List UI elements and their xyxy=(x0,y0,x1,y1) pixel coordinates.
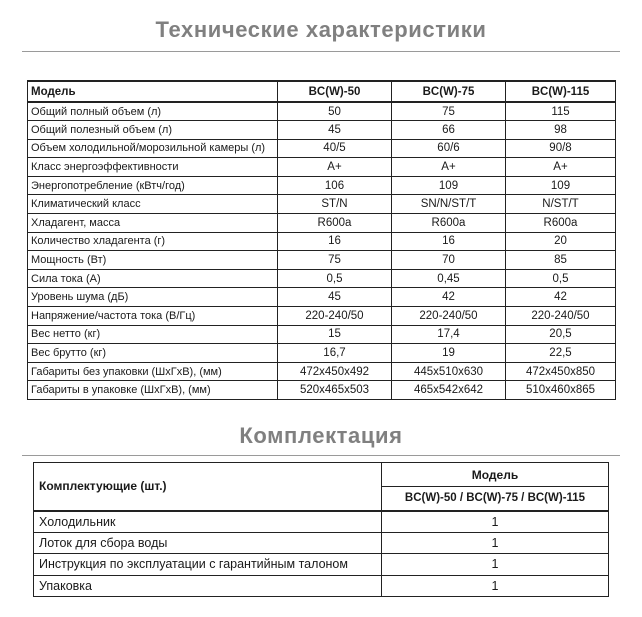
kit-item-label: Упаковка xyxy=(34,575,382,597)
spec-value-bcw-115: 90/8 xyxy=(506,139,616,158)
spec-value-bcw-115: 85 xyxy=(506,251,616,270)
model-header-bcw-75: BC(W)-75 xyxy=(392,81,506,102)
kit-row xyxy=(34,575,609,597)
spec-value-bcw-115: 472x450x850 xyxy=(506,362,616,381)
kit-title: Комплектация xyxy=(239,423,403,448)
spec-value-bcw-115: A+ xyxy=(506,158,616,177)
spec-value-bcw-75: 66 xyxy=(392,121,506,140)
spec-label: Габариты в упаковке (ШхГхВ), (мм) xyxy=(28,381,278,400)
kit-title-rule xyxy=(22,455,620,456)
spec-row xyxy=(28,307,616,326)
spec-value-bcw-75: 0,45 xyxy=(392,269,506,288)
spec-row xyxy=(28,325,616,344)
kit-header-row xyxy=(34,463,609,487)
spec-value-bcw-50: 16 xyxy=(278,232,392,251)
spec-value-bcw-75: 42 xyxy=(392,288,506,307)
spec-value-bcw-50: 472x450x492 xyxy=(278,362,392,381)
specs-header-row xyxy=(28,81,616,102)
kit-table xyxy=(33,462,609,597)
spec-row xyxy=(28,195,616,214)
spec-row xyxy=(28,102,616,121)
spec-value-bcw-115: 510x460x865 xyxy=(506,381,616,400)
specs-table xyxy=(27,80,616,400)
kit-item-qty: 1 xyxy=(382,575,609,597)
spec-value-bcw-50: 45 xyxy=(278,121,392,140)
kit-item-label: Лоток для сбора воды xyxy=(34,532,382,554)
spec-value-bcw-75: 220-240/50 xyxy=(392,307,506,326)
spec-value-bcw-115: 109 xyxy=(506,176,616,195)
spec-row xyxy=(28,269,616,288)
spec-value-bcw-75: A+ xyxy=(392,158,506,177)
model-header-bcw-115: BC(W)-115 xyxy=(506,81,616,102)
spec-row xyxy=(28,176,616,195)
spec-row xyxy=(28,288,616,307)
spec-row xyxy=(28,251,616,270)
spec-value-bcw-50: 40/5 xyxy=(278,139,392,158)
model-header-bcw-50: BC(W)-50 xyxy=(278,81,392,102)
kit-item-qty: 1 xyxy=(382,554,609,576)
spec-row xyxy=(28,362,616,381)
spec-value-bcw-115: 220-240/50 xyxy=(506,307,616,326)
spec-value-bcw-50: 16,7 xyxy=(278,344,392,363)
spec-value-bcw-115: 20 xyxy=(506,232,616,251)
kit-header-label: Комплектующие (шт.) xyxy=(34,463,382,511)
spec-value-bcw-115: 115 xyxy=(506,102,616,121)
spec-value-bcw-75: 465x542x642 xyxy=(392,381,506,400)
kit-item-label: Инструкция по эксплуатации с гарантийным талоном xyxy=(34,554,382,576)
model-header-label: Модель xyxy=(28,81,278,102)
specs-title-rule xyxy=(22,51,620,52)
spec-label: Общий полезный объем (л) xyxy=(28,121,278,140)
spec-row xyxy=(28,381,616,400)
spec-value-bcw-75: 17,4 xyxy=(392,325,506,344)
spec-value-bcw-75: 60/6 xyxy=(392,139,506,158)
spec-value-bcw-75: 70 xyxy=(392,251,506,270)
spec-value-bcw-50: 106 xyxy=(278,176,392,195)
spec-row xyxy=(28,214,616,233)
spec-value-bcw-50: ST/N xyxy=(278,195,392,214)
spec-value-bcw-50: R600a xyxy=(278,214,392,233)
spec-value-bcw-75: 445x510x630 xyxy=(392,362,506,381)
spec-label: Класс энергоэффективности xyxy=(28,158,278,177)
spec-label: Общий полный объем (л) xyxy=(28,102,278,121)
spec-value-bcw-50: 45 xyxy=(278,288,392,307)
spec-value-bcw-50: 75 xyxy=(278,251,392,270)
spec-label: Энергопотребление (кВтч/год) xyxy=(28,176,278,195)
spec-value-bcw-75: 16 xyxy=(392,232,506,251)
spec-label: Объем холодильной/морозильной камеры (л) xyxy=(28,139,278,158)
spec-label: Сила тока (А) xyxy=(28,269,278,288)
kit-item-label: Холодильник xyxy=(34,511,382,533)
kit-row xyxy=(34,554,609,576)
spec-value-bcw-50: 220-240/50 xyxy=(278,307,392,326)
spec-value-bcw-50: A+ xyxy=(278,158,392,177)
spec-value-bcw-50: 0,5 xyxy=(278,269,392,288)
kit-item-qty: 1 xyxy=(382,532,609,554)
spec-row xyxy=(28,232,616,251)
spec-label: Напряжение/частота тока (В/Гц) xyxy=(28,307,278,326)
kit-row xyxy=(34,511,609,533)
spec-value-bcw-75: 109 xyxy=(392,176,506,195)
spec-label: Вес брутто (кг) xyxy=(28,344,278,363)
spec-value-bcw-115: 20,5 xyxy=(506,325,616,344)
kit-item-qty: 1 xyxy=(382,511,609,533)
spec-value-bcw-50: 15 xyxy=(278,325,392,344)
spec-label: Уровень шума (дБ) xyxy=(28,288,278,307)
kit-row xyxy=(34,532,609,554)
spec-label: Климатический класс xyxy=(28,195,278,214)
spec-row xyxy=(28,344,616,363)
spec-value-bcw-50: 50 xyxy=(278,102,392,121)
spec-label: Количество хладагента (г) xyxy=(28,232,278,251)
spec-value-bcw-75: R600a xyxy=(392,214,506,233)
spec-value-bcw-75: SN/N/ST/T xyxy=(392,195,506,214)
specs-title: Технические характеристики xyxy=(155,17,487,42)
spec-label: Габариты без упаковки (ШхГхВ), (мм) xyxy=(28,362,278,381)
spec-value-bcw-75: 75 xyxy=(392,102,506,121)
spec-label: Вес нетто (кг) xyxy=(28,325,278,344)
spec-row xyxy=(28,158,616,177)
spec-value-bcw-115: R600a xyxy=(506,214,616,233)
spec-value-bcw-115: 22,5 xyxy=(506,344,616,363)
kit-model-label: Модель xyxy=(382,463,609,487)
spec-row xyxy=(28,121,616,140)
spec-value-bcw-115: 42 xyxy=(506,288,616,307)
spec-value-bcw-115: 0,5 xyxy=(506,269,616,288)
spec-row xyxy=(28,139,616,158)
spec-value-bcw-75: 19 xyxy=(392,344,506,363)
spec-value-bcw-115: N/ST/T xyxy=(506,195,616,214)
spec-label: Мощность (Вт) xyxy=(28,251,278,270)
spec-value-bcw-50: 520x465x503 xyxy=(278,381,392,400)
spec-label: Хладагент, масса xyxy=(28,214,278,233)
spec-value-bcw-115: 98 xyxy=(506,121,616,140)
kit-models-header: BC(W)-50 / BC(W)-75 / BC(W)-115 xyxy=(382,487,609,511)
